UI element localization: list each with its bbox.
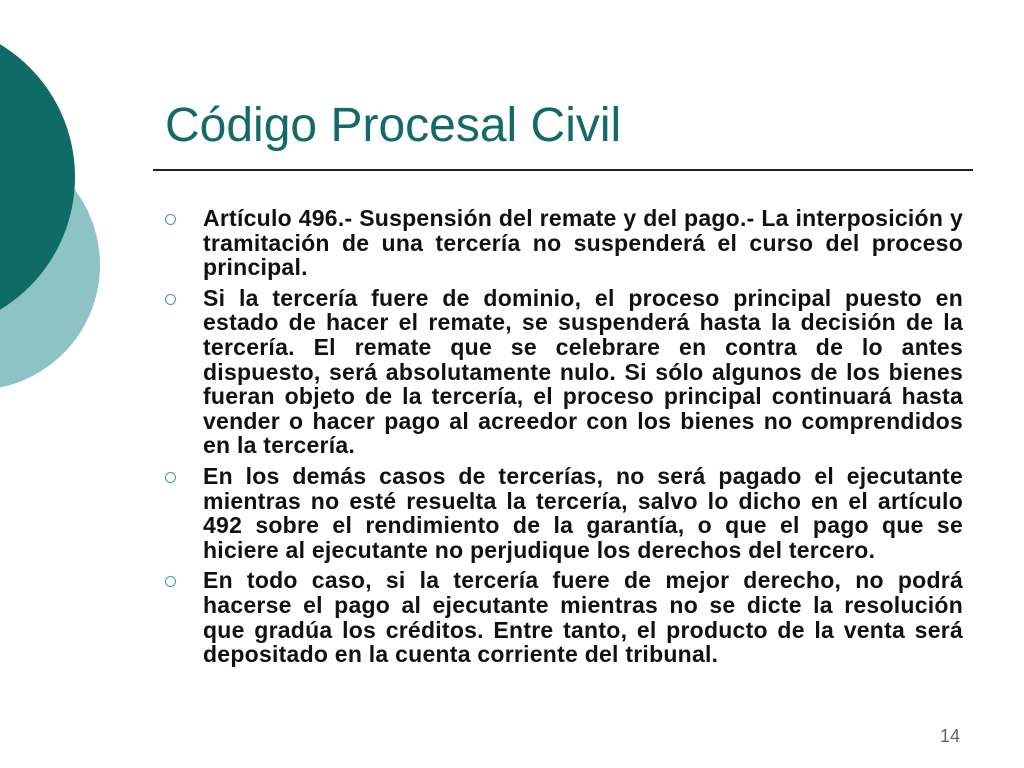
slide-title: Código Procesal Civil: [165, 99, 622, 152]
bullet-item: [160, 464, 963, 562]
bullet-circle-icon: [165, 294, 176, 305]
bullet-item: [160, 206, 963, 280]
bullet-circle-icon: [165, 214, 176, 225]
bullet-text: Artículo 496.- Suspensión del remate y del pago.- La interposición y tramitación de una tercería no suspenderá el curso del proceso principal.: [203, 205, 963, 281]
title-divider: [153, 169, 973, 171]
bullet-text: En todo caso, si la tercería fuere de mejor derecho, no podrá hacerse el pago al ejecutante mientras no se dicte la resolución que gradúa los créditos. Entre tanto, el producto de la venta será depositado en la cuenta corriente del tribunal.: [203, 567, 963, 668]
bullet-item: [160, 568, 963, 666]
bullet-list: [160, 206, 963, 673]
bullet-item: [160, 286, 963, 458]
bullet-text: En los demás casos de tercerías, no será pagado el ejecutante mientras no esté resuelta la tercería, salvo lo dicho en el artículo 492 sobre el rendimiento de la garantía, o que el pago que se hiciere al ejecutante no perjudique los derechos del tercero.: [203, 462, 963, 563]
bullet-circle-icon: [165, 472, 176, 483]
bullet-circle-icon: [165, 576, 176, 587]
page-number: 14: [940, 726, 961, 746]
bullet-text: Si la tercería fuere de dominio, el proceso principal puesto en estado de hacer el remate, se suspenderá hasta la decisión de la tercería. El remate que se celebrare en contra de lo antes dispuesto, será absolutamente nulo. Si sólo algunos de los bienes fueran objeto de la tercería, el proceso principal continuará hasta vender o hacer pago al acreedor con los bienes no comprendidos en la tercería.: [203, 284, 963, 459]
